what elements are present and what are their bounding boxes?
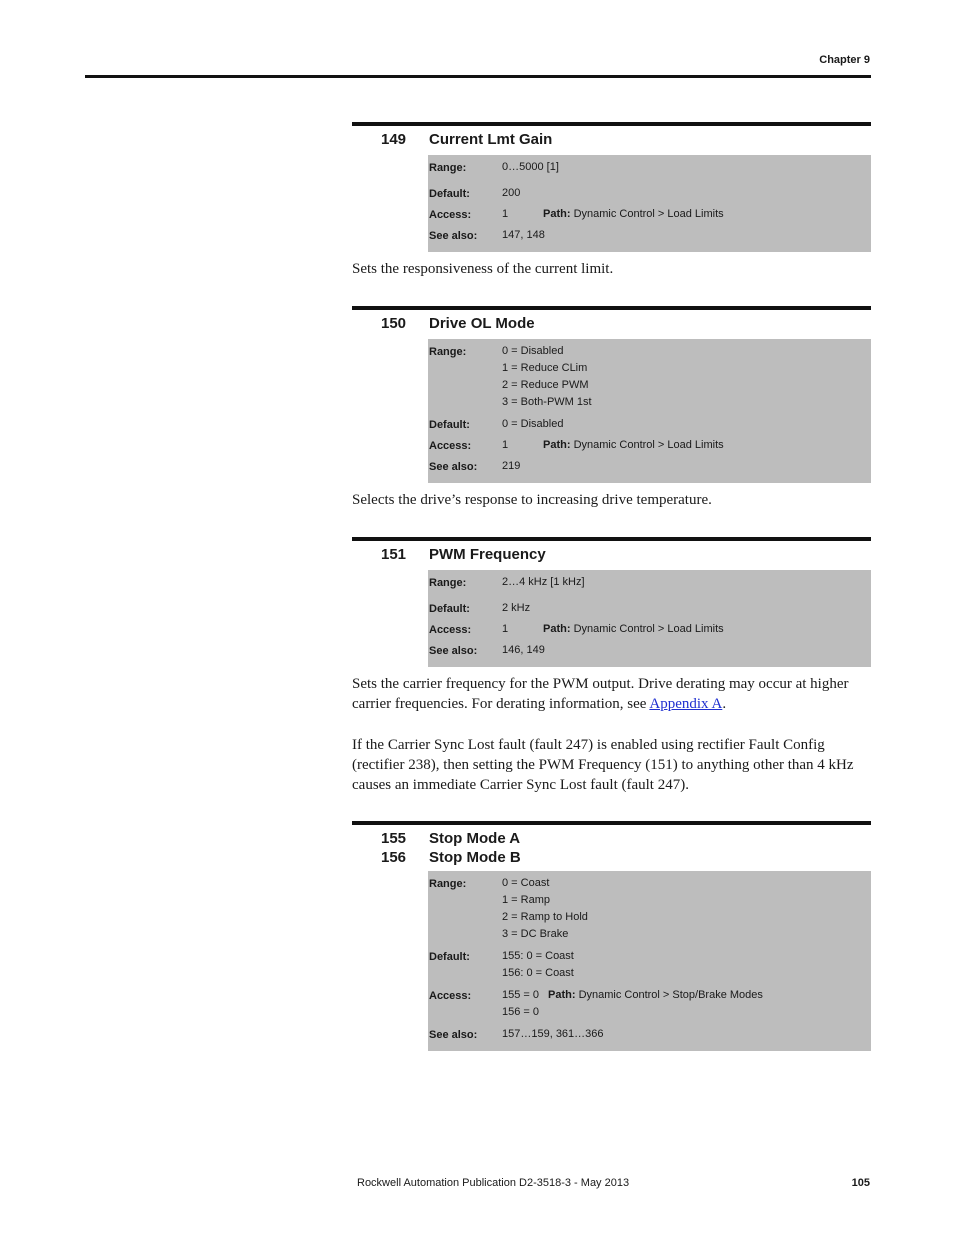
default-row [428,599,871,620]
param-detail-table [428,570,871,667]
access-value: 1 [502,439,509,451]
default-label: Default: [429,419,470,431]
default-row [428,947,871,986]
header-rule [85,75,871,78]
range-value: 2…4 kHz [1 kHz] [502,576,585,588]
publication-footer: Rockwell Automation Publication D2-3518-3 - May 2013 [357,1177,630,1189]
access-label: Access: [429,990,472,1002]
see-also-value: 157…159, 361…366 [502,1028,604,1040]
range-row [428,573,871,599]
default-value: 0 = Disabled [502,418,564,430]
default-value: 2 kHz [502,602,531,614]
param-name: Stop Mode B [429,849,521,866]
param-name: Stop Mode A [429,830,521,847]
param-detail-table [428,871,871,1051]
param-name: PWM Frequency [429,546,546,563]
range-value: 0 = Disabled 1 = Reduce CLim 2 = Reduce PWM 3 = Both-PWM 1st [502,345,592,408]
access-row [428,620,871,641]
range-row [428,874,871,947]
range-label: Range: [429,577,467,589]
param-number: 150 [381,315,407,332]
access-row [428,205,871,226]
param-name: Current Lmt Gain [429,131,553,148]
see-also-row [428,457,871,478]
parameter-block-150 [352,306,871,483]
see-also-label: See also: [429,645,478,657]
range-value: 0…5000 [1] [502,161,559,173]
default-row [428,415,871,436]
see-also-value: 147, 148 [502,229,545,241]
range-label: Range: [429,346,467,358]
range-row [428,158,871,184]
param-number: 149 [381,131,407,148]
description-151-a: Sets the carrier frequency for the PWM output. Drive derating may occur at higher carrier frequencies. For derating information, see Appendix A. [352,676,849,712]
see-also-row [428,641,871,662]
access-value: 155 = 0 156 = 0 [502,989,540,1018]
see-also-label: See also: [429,461,478,473]
param-detail-table [428,155,871,252]
access-value: 1 [502,208,509,220]
parameter-block-149 [352,122,871,252]
access-label: Access: [429,624,472,636]
see-also-label: See also: [429,230,478,242]
param-heading [352,541,871,564]
param-heading [352,848,871,867]
default-label: Default: [429,188,470,200]
range-value: 0 = Coast 1 = Ramp 2 = Ramp to Hold 3 = DC Brake [502,877,588,940]
range-label: Range: [429,162,467,174]
parameter-block-151 [352,537,871,667]
parameter-block-155-156 [352,821,871,1051]
default-value: 155: 0 = Coast 156: 0 = Coast [502,950,574,979]
description-151-b: If the Carrier Sync Lost fault (fault 247) is enabled using rectifier Fault Config (rectifier 238), then setting the PWM Frequency (151) to anything other than 4 kHz causes an immediate Carrier Sync Lost fault (fault 247). [352,737,854,793]
default-value: 200 [502,187,521,199]
access-row [428,986,871,1025]
see-also-label: See also: [429,1029,478,1041]
default-label: Default: [429,603,470,615]
param-number: 156 [381,849,407,866]
range-row [428,342,871,415]
see-also-value: 146, 149 [502,644,545,656]
description-150: Selects the drive’s response to increasing drive temperature. [352,492,712,508]
default-row [428,184,871,205]
access-label: Access: [429,209,472,221]
param-detail-table [428,339,871,483]
param-heading [352,310,871,333]
path-value: Path: Dynamic Control > Stop/Brake Modes [548,989,763,1001]
path-value: Path: Dynamic Control > Load Limits [543,208,724,220]
chapter-label: Chapter 9 [819,54,870,66]
description-149: Sets the responsiveness of the current limit. [352,261,614,277]
param-number: 151 [381,546,407,563]
see-also-row [428,1025,871,1046]
range-label: Range: [429,878,467,890]
param-number: 155 [381,830,407,847]
access-row [428,436,871,457]
page-number: 105 [851,1177,870,1189]
see-also-value: 219 [502,460,521,472]
access-label: Access: [429,440,472,452]
param-heading [352,825,871,848]
param-name: Drive OL Mode [429,315,535,332]
see-also-row [428,226,871,247]
path-value: Path: Dynamic Control > Load Limits [543,439,724,451]
param-heading [352,126,871,149]
path-value: Path: Dynamic Control > Load Limits [543,623,724,635]
default-label: Default: [429,951,470,963]
access-value: 1 [502,623,509,635]
appendix-a-link[interactable]: Appendix A [649,696,723,712]
